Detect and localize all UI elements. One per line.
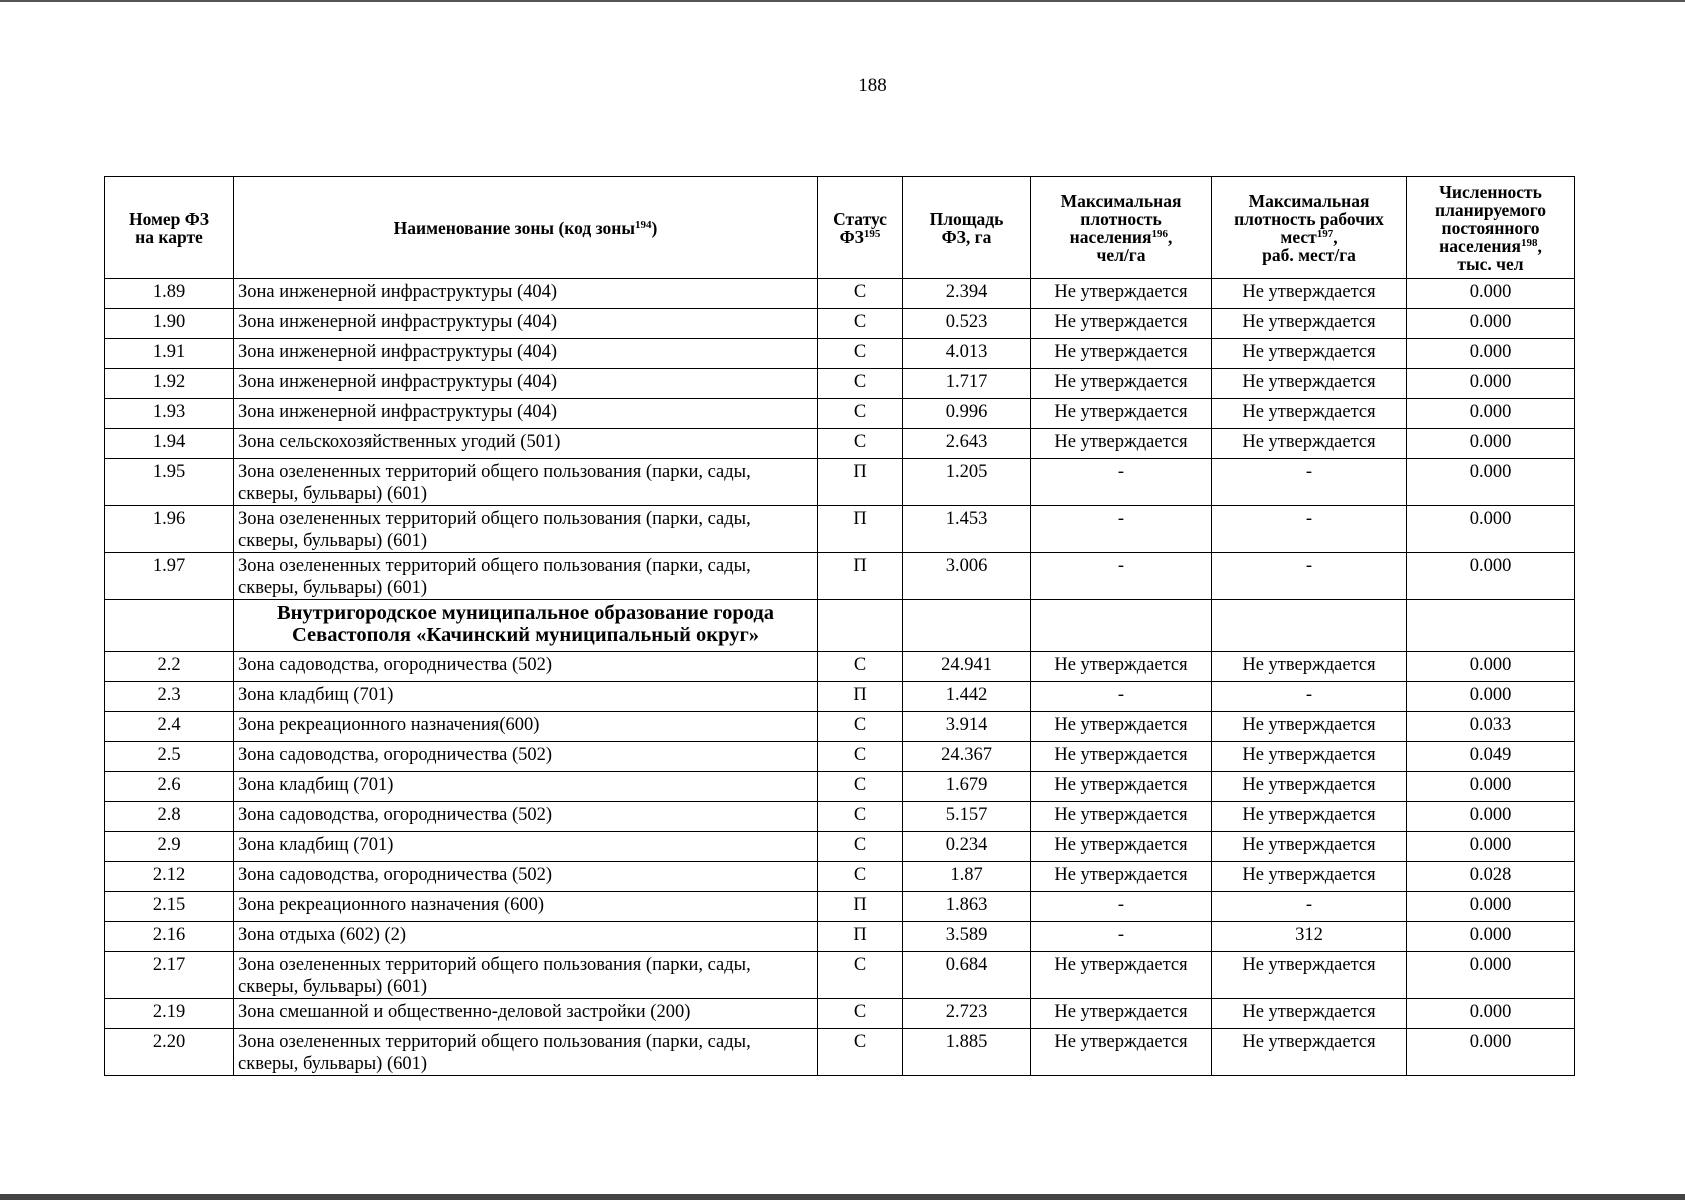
population-density-cell: Не утверждается xyxy=(1031,369,1212,399)
zone-name-cell: Зона инженерной инфраструктуры (404) xyxy=(234,399,818,429)
planned-population-cell: 0.000 xyxy=(1407,553,1575,600)
table-row xyxy=(105,309,1575,339)
zone-status-cell: С xyxy=(818,339,903,369)
population-density-cell: Не утверждается xyxy=(1031,802,1212,832)
population-density-cell: Не утверждается xyxy=(1031,832,1212,862)
planned-population-cell: 0.000 xyxy=(1407,652,1575,682)
workplace-density-cell: Не утверждается xyxy=(1212,399,1407,429)
zone-area-cell: 1.453 xyxy=(903,506,1031,553)
zone-area-cell: 1.442 xyxy=(903,682,1031,712)
zone-status-cell: П xyxy=(818,553,903,600)
zone-number-cell: 2.19 xyxy=(105,999,234,1029)
zone-name-cell: Зона смешанной и общественно-деловой застройки (200) xyxy=(234,999,818,1029)
zone-status-cell: С xyxy=(818,1029,903,1076)
workplace-density-cell: Не утверждается xyxy=(1212,652,1407,682)
zone-area-cell: 1.205 xyxy=(903,459,1031,506)
zone-number-cell: 1.95 xyxy=(105,459,234,506)
table-header-row xyxy=(105,177,1575,279)
zone-area-cell: 4.013 xyxy=(903,339,1031,369)
workplace-density-cell: Не утверждается xyxy=(1212,742,1407,772)
zone-area-cell: 2.643 xyxy=(903,429,1031,459)
zone-name-cell: Зона садоводства, огородничества (502) xyxy=(234,862,818,892)
zone-status-cell: С xyxy=(818,399,903,429)
zone-name-cell: Зона озелененных территорий общего пользования (парки, сады, скверы, бульвары) (601) xyxy=(234,952,818,999)
table-row xyxy=(105,892,1575,922)
zone-status-cell: П xyxy=(818,892,903,922)
planned-population-cell: 0.000 xyxy=(1407,309,1575,339)
zone-number-cell: 2.8 xyxy=(105,802,234,832)
zone-number-cell: 2.6 xyxy=(105,772,234,802)
planned-population-cell: 0.000 xyxy=(1407,506,1575,553)
section-header-row xyxy=(105,600,1575,652)
zone-number-cell: 1.96 xyxy=(105,506,234,553)
zone-status-cell: С xyxy=(818,279,903,309)
page-number: 188 xyxy=(858,75,887,96)
zone-area-cell: 3.914 xyxy=(903,712,1031,742)
population-density-cell: Не утверждается xyxy=(1031,952,1212,999)
empty-cell xyxy=(105,600,234,652)
workplace-density-cell: Не утверждается xyxy=(1212,1029,1407,1076)
header-zone-name: Наименование зоны (код зоны$^{194}$) xyxy=(234,177,818,279)
planned-population-cell: 0.033 xyxy=(1407,712,1575,742)
zone-name-cell: Зона садоводства, огородничества (502) xyxy=(234,652,818,682)
zone-area-cell: 3.589 xyxy=(903,922,1031,952)
table-row xyxy=(105,832,1575,862)
workplace-density-cell: Не утверждается xyxy=(1212,772,1407,802)
planned-population-cell: 0.000 xyxy=(1407,369,1575,399)
zone-name-cell: Зона озелененных территорий общего пользования (парки, сады, скверы, бульвары) (601) xyxy=(234,1029,818,1076)
workplace-density-cell: - xyxy=(1212,682,1407,712)
planned-population-cell: 0.000 xyxy=(1407,952,1575,999)
planned-population-cell: 0.000 xyxy=(1407,832,1575,862)
workplace-density-cell: Не утверждается xyxy=(1212,862,1407,892)
table-row xyxy=(105,712,1575,742)
zone-number-cell: 2.4 xyxy=(105,712,234,742)
planned-population-cell: 0.000 xyxy=(1407,892,1575,922)
zone-status-cell: С xyxy=(818,712,903,742)
empty-cell xyxy=(903,600,1031,652)
planned-population-cell: 0.049 xyxy=(1407,742,1575,772)
zone-area-cell: 2.394 xyxy=(903,279,1031,309)
table-row xyxy=(105,682,1575,712)
zone-area-cell: 0.684 xyxy=(903,952,1031,999)
workplace-density-cell: - xyxy=(1212,459,1407,506)
zone-number-cell: 1.97 xyxy=(105,553,234,600)
zone-name-cell: Зона кладбищ (701) xyxy=(234,832,818,862)
zone-status-cell: С xyxy=(818,999,903,1029)
population-density-cell: Не утверждается xyxy=(1031,712,1212,742)
table-row xyxy=(105,369,1575,399)
workplace-density-cell: Не утверждается xyxy=(1212,832,1407,862)
table-row xyxy=(105,459,1575,506)
zone-area-cell: 1.717 xyxy=(903,369,1031,399)
planned-population-cell: 0.000 xyxy=(1407,1029,1575,1076)
zone-number-cell: 1.92 xyxy=(105,369,234,399)
zone-status-cell: П xyxy=(818,506,903,553)
zone-area-cell: 3.006 xyxy=(903,553,1031,600)
table-row xyxy=(105,279,1575,309)
zone-number-cell: 1.94 xyxy=(105,429,234,459)
workplace-density-cell: Не утверждается xyxy=(1212,429,1407,459)
zone-name-cell: Зона озелененных территорий общего пользования (парки, сады, скверы, бульвары) (601) xyxy=(234,553,818,600)
population-density-cell: - xyxy=(1031,922,1212,952)
table-row xyxy=(105,742,1575,772)
zone-area-cell: 1.87 xyxy=(903,862,1031,892)
zone-status-cell: С xyxy=(818,772,903,802)
zone-name-cell: Зона отдыха (602) (2) xyxy=(234,922,818,952)
zone-status-cell: П xyxy=(818,682,903,712)
zone-status-cell: С xyxy=(818,652,903,682)
zone-name-cell: Зона садоводства, огородничества (502) xyxy=(234,802,818,832)
workplace-density-cell: Не утверждается xyxy=(1212,802,1407,832)
zone-name-cell: Зона рекреационного назначения (600) xyxy=(234,892,818,922)
zone-status-cell: С xyxy=(818,429,903,459)
zone-area-cell: 1.885 xyxy=(903,1029,1031,1076)
population-density-cell: Не утверждается xyxy=(1031,652,1212,682)
table-row xyxy=(105,506,1575,553)
population-density-cell: Не утверждается xyxy=(1031,339,1212,369)
zones-table xyxy=(104,176,1575,1076)
zone-status-cell: С xyxy=(818,862,903,892)
population-density-cell: - xyxy=(1031,459,1212,506)
population-density-cell: Не утверждается xyxy=(1031,279,1212,309)
population-density-cell: Не утверждается xyxy=(1031,999,1212,1029)
table-row xyxy=(105,1029,1575,1076)
zone-number-cell: 2.12 xyxy=(105,862,234,892)
zone-area-cell: 0.996 xyxy=(903,399,1031,429)
table-row xyxy=(105,922,1575,952)
section-title: Внутригородское муниципальное образование города Севастополя «Качинский муниципальный округ» xyxy=(234,600,818,652)
planned-population-cell: 0.000 xyxy=(1407,339,1575,369)
header-area: Площадь ФЗ, га xyxy=(903,177,1031,279)
table-row xyxy=(105,772,1575,802)
zone-status-cell: С xyxy=(818,369,903,399)
zone-number-cell: 2.20 xyxy=(105,1029,234,1076)
table-row xyxy=(105,553,1575,600)
population-density-cell: Не утверждается xyxy=(1031,309,1212,339)
table-row xyxy=(105,339,1575,369)
table-row xyxy=(105,429,1575,459)
empty-cell xyxy=(1031,600,1212,652)
zone-area-cell: 2.723 xyxy=(903,999,1031,1029)
zone-name-cell: Зона инженерной инфраструктуры (404) xyxy=(234,309,818,339)
zone-area-cell: 5.157 xyxy=(903,802,1031,832)
zone-number-cell: 2.16 xyxy=(105,922,234,952)
empty-cell xyxy=(818,600,903,652)
zone-status-cell: П xyxy=(818,922,903,952)
table-row xyxy=(105,952,1575,999)
header-workplace-density: Максимальная плотность рабочих мест$^{197}$, раб. мест/га xyxy=(1212,177,1407,279)
zone-number-cell: 1.91 xyxy=(105,339,234,369)
table-row xyxy=(105,862,1575,892)
zone-number-cell: 1.90 xyxy=(105,309,234,339)
zone-area-cell: 1.679 xyxy=(903,772,1031,802)
population-density-cell: Не утверждается xyxy=(1031,429,1212,459)
workplace-density-cell: - xyxy=(1212,892,1407,922)
zone-area-cell: 24.367 xyxy=(903,742,1031,772)
planned-population-cell: 0.028 xyxy=(1407,862,1575,892)
empty-cell xyxy=(1407,600,1575,652)
planned-population-cell: 0.000 xyxy=(1407,682,1575,712)
zone-name-cell: Зона садоводства, огородничества (502) xyxy=(234,742,818,772)
population-density-cell: - xyxy=(1031,892,1212,922)
planned-population-cell: 0.000 xyxy=(1407,459,1575,506)
table-body xyxy=(105,279,1575,1076)
zone-name-cell: Зона озелененных территорий общего пользования (парки, сады, скверы, бульвары) (601) xyxy=(234,459,818,506)
population-density-cell: Не утверждается xyxy=(1031,742,1212,772)
zone-number-cell: 1.89 xyxy=(105,279,234,309)
zone-name-cell: Зона сельскохозяйственных угодий (501) xyxy=(234,429,818,459)
zone-number-cell: 2.9 xyxy=(105,832,234,862)
population-density-cell: - xyxy=(1031,682,1212,712)
zone-area-cell: 0.523 xyxy=(903,309,1031,339)
zone-status-cell: С xyxy=(818,952,903,999)
population-density-cell: - xyxy=(1031,506,1212,553)
workplace-density-cell: 312 xyxy=(1212,922,1407,952)
planned-population-cell: 0.000 xyxy=(1407,279,1575,309)
table-row xyxy=(105,999,1575,1029)
population-density-cell: Не утверждается xyxy=(1031,862,1212,892)
zone-number-cell: 2.5 xyxy=(105,742,234,772)
zone-area-cell: 1.863 xyxy=(903,892,1031,922)
planned-population-cell: 0.000 xyxy=(1407,922,1575,952)
zone-name-cell: Зона инженерной инфраструктуры (404) xyxy=(234,369,818,399)
planned-population-cell: 0.000 xyxy=(1407,802,1575,832)
zone-number-cell: 1.93 xyxy=(105,399,234,429)
zone-name-cell: Зона инженерной инфраструктуры (404) xyxy=(234,339,818,369)
zone-status-cell: С xyxy=(818,742,903,772)
zone-name-cell: Зона кладбищ (701) xyxy=(234,772,818,802)
scan-edge-bottom xyxy=(0,1194,1685,1200)
zone-number-cell: 2.17 xyxy=(105,952,234,999)
zone-name-cell: Зона инженерной инфраструктуры (404) xyxy=(234,279,818,309)
population-density-cell: - xyxy=(1031,553,1212,600)
zone-status-cell: С xyxy=(818,802,903,832)
zone-name-cell: Зона кладбищ (701) xyxy=(234,682,818,712)
workplace-density-cell: Не утверждается xyxy=(1212,999,1407,1029)
zone-status-cell: П xyxy=(818,459,903,506)
header-zone-number: Номер ФЗ на карте xyxy=(105,177,234,279)
planned-population-cell: 0.000 xyxy=(1407,772,1575,802)
table-row xyxy=(105,802,1575,832)
workplace-density-cell: Не утверждается xyxy=(1212,309,1407,339)
planned-population-cell: 0.000 xyxy=(1407,999,1575,1029)
zone-area-cell: 24.941 xyxy=(903,652,1031,682)
workplace-density-cell: Не утверждается xyxy=(1212,952,1407,999)
workplace-density-cell: Не утверждается xyxy=(1212,279,1407,309)
header-status: Статус ФЗ$^{195}$ xyxy=(818,177,903,279)
planned-population-cell: 0.000 xyxy=(1407,399,1575,429)
workplace-density-cell: - xyxy=(1212,506,1407,553)
zone-status-cell: С xyxy=(818,309,903,339)
header-population-density: Максимальная плотность населения$^{196}$, чел/га xyxy=(1031,177,1212,279)
population-density-cell: Не утверждается xyxy=(1031,772,1212,802)
zone-number-cell: 2.3 xyxy=(105,682,234,712)
workplace-density-cell: - xyxy=(1212,553,1407,600)
zone-area-cell: 0.234 xyxy=(903,832,1031,862)
zone-status-cell: С xyxy=(818,832,903,862)
workplace-density-cell: Не утверждается xyxy=(1212,369,1407,399)
planned-population-cell: 0.000 xyxy=(1407,429,1575,459)
zone-number-cell: 2.15 xyxy=(105,892,234,922)
header-planned-population: Численность планируемого постоянного населения$^{198}$, тыс. чел xyxy=(1407,177,1575,279)
table-row xyxy=(105,399,1575,429)
scan-edge-top xyxy=(0,0,1685,2)
zone-name-cell: Зона рекреационного назначения(600) xyxy=(234,712,818,742)
zone-number-cell: 2.2 xyxy=(105,652,234,682)
workplace-density-cell: Не утверждается xyxy=(1212,339,1407,369)
table-row xyxy=(105,652,1575,682)
empty-cell xyxy=(1212,600,1407,652)
zone-name-cell: Зона озелененных территорий общего пользования (парки, сады, скверы, бульвары) (601) xyxy=(234,506,818,553)
workplace-density-cell: Не утверждается xyxy=(1212,712,1407,742)
population-density-cell: Не утверждается xyxy=(1031,1029,1212,1076)
population-density-cell: Не утверждается xyxy=(1031,399,1212,429)
